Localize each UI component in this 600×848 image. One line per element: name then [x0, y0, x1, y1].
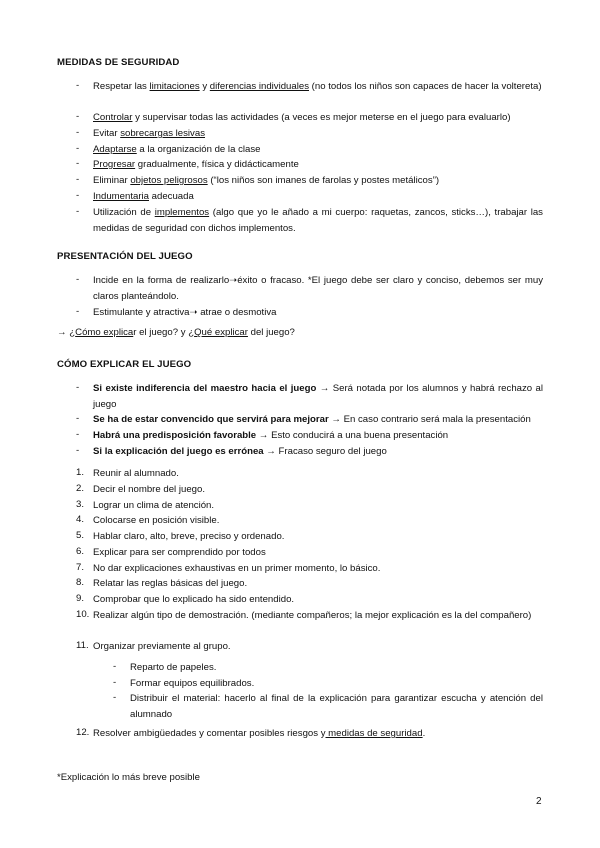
dash: -	[76, 190, 80, 201]
list-item	[93, 444, 543, 460]
bold-text: Se ha de estar convencido que servirá para mejorar	[93, 414, 329, 425]
underlined-text: medidas de seguridad	[325, 728, 423, 739]
section-title-como: CÓMO EXPLICAR EL JUEGO	[57, 359, 192, 370]
footnote: *Explicación lo más breve posible	[57, 772, 200, 783]
page-number: 2	[536, 796, 542, 807]
list-item	[93, 205, 543, 236]
text: Eliminar	[93, 175, 131, 186]
bold-text: Si existe indiferencia del maestro hacia el juego	[93, 383, 317, 394]
step-number: 7.	[76, 562, 85, 573]
dash: -	[76, 274, 80, 285]
step-text: Lograr un clima de atención.	[93, 500, 215, 511]
step-number: 10.	[76, 609, 90, 620]
step-text: Relatar las reglas básicas del juego.	[93, 578, 248, 589]
list-item	[93, 412, 543, 428]
underlined-text: Controlar	[93, 112, 133, 123]
text: (no todos los niños son capaces de hacer la voltereta)	[309, 81, 542, 92]
step-text: Decir el nombre del juego.	[93, 484, 205, 495]
section-title-medidas: MEDIDAS DE SEGURIDAD	[57, 57, 180, 68]
text: a la organización de la clase	[136, 144, 261, 155]
step-text: Explicar para ser comprendido por todos	[93, 547, 266, 558]
dash: -	[76, 80, 80, 91]
underlined-text: implementos	[154, 207, 210, 218]
text: ¿	[188, 327, 195, 338]
step-number: 11.	[76, 640, 89, 651]
step-number: 3.	[76, 499, 85, 510]
text: adecuada	[149, 191, 194, 202]
step-text: Reunir al alumnado.	[93, 468, 179, 479]
text: (“los niños son imanes de farolas y postes metálicos”)	[207, 175, 440, 186]
arrow-icon: →	[57, 327, 70, 338]
step-number: 9.	[76, 593, 85, 604]
list-item	[93, 189, 543, 205]
underlined-text: diferencias individuales	[209, 81, 309, 92]
dash: -	[76, 143, 80, 154]
list-item	[93, 157, 543, 173]
sub-list-item: Distribuir el material: hacerlo al final de la explicación para garantizar escucha y atención del alumnado	[130, 693, 543, 720]
list-item	[93, 173, 543, 189]
step-text: Organizar previamente al grupo.	[93, 641, 231, 652]
list-item	[93, 110, 543, 126]
underlined-text: limitaciones	[149, 81, 200, 92]
bold-text: Si la explicación del juego es errónea	[93, 446, 264, 457]
underlined-text: Cómo explica	[75, 327, 134, 338]
step-text: No dar explicaciones exhaustivas en un primer momento, lo básico.	[93, 563, 381, 574]
text: → Será notada por los alumnos y habrá rechazo al juego	[93, 383, 543, 410]
text: Evitar	[93, 128, 121, 139]
underlined-text: objetos peligrosos	[130, 175, 208, 186]
section-title-presentacion: PRESENTACIÓN DEL JUEGO	[57, 251, 193, 262]
underlined-text: Progresar	[93, 159, 136, 170]
text: → En caso contrario será mala la presentación	[328, 414, 531, 425]
list-item	[93, 79, 543, 95]
step-text: Hablar claro, alto, breve, preciso y ordenado.	[93, 531, 285, 542]
text: (algo que yo le añado a mi cuerpo: raquetas, zancos, sticks…), trabajar las medidas de seguridad con dichos implementos.	[93, 207, 543, 234]
text: y supervisar todas las actividades (a veces es mejor meterse en el juego para evaluarlo)	[132, 112, 511, 123]
bold-text: Habrá una predisposición favorable	[93, 430, 257, 441]
underlined-text: sobrecargas lesivas	[120, 128, 205, 139]
text: → Esto conducirá a una buena presentación	[256, 430, 449, 441]
dash: -	[113, 677, 117, 688]
sub-list-item: Reparto de papeles.	[130, 662, 217, 673]
text: → Fracaso seguro del juego	[263, 446, 387, 457]
question-line	[57, 327, 295, 338]
dash: -	[76, 382, 80, 393]
step-text: Colocarse en posición visible.	[93, 515, 220, 526]
dash: -	[76, 111, 80, 122]
list-item: Incide en la forma de realizarlo➝éxito o fracaso. *El juego debe ser claro y conciso, debemos ser muy claros planteándolo.	[93, 275, 543, 302]
underlined-text: Indumentaria	[93, 191, 149, 202]
step-number: 4.	[76, 514, 85, 525]
text: .	[422, 728, 426, 739]
list-item: Estimulante y atractiva➝ atrae o desmotiva	[93, 307, 277, 318]
dash: -	[76, 206, 80, 217]
dash: -	[113, 692, 117, 703]
underlined-text: Adaptarse	[93, 144, 137, 155]
text: r el juego? y	[133, 327, 189, 338]
dash: -	[113, 661, 117, 672]
sub-list-item: Formar equipos equilibrados.	[130, 678, 255, 689]
dash: -	[76, 127, 80, 138]
text: gradualmente, física y didácticamente	[135, 159, 299, 170]
list-item	[93, 142, 543, 158]
underlined-text: Qué explicar	[194, 327, 248, 338]
list-item	[93, 381, 543, 412]
step-text: Realizar algún tipo de demostración. (mediante compañeros; la mejor explicación es la del compañero)	[93, 610, 532, 621]
dash: -	[76, 429, 80, 440]
text: Respetar las	[93, 81, 150, 92]
step-number: 2.	[76, 483, 85, 494]
step-number: 5.	[76, 530, 85, 541]
step-number: 6.	[76, 546, 85, 557]
step-number: 8.	[76, 577, 85, 588]
dash: -	[76, 158, 80, 169]
step-text: Comprobar que lo explicado ha sido entendido.	[93, 594, 295, 605]
step-text	[93, 726, 543, 742]
list-item	[93, 126, 543, 142]
text: ¿	[69, 327, 76, 338]
text: Resolver ambigüedades y comentar posibles riesgos y	[93, 728, 326, 739]
dash: -	[76, 445, 80, 456]
text: y	[199, 81, 210, 92]
list-item	[93, 428, 543, 444]
text: Utilización de	[93, 207, 155, 218]
step-number: 12.	[76, 727, 90, 738]
dash: -	[76, 306, 80, 317]
dash: -	[76, 413, 80, 424]
dash: -	[76, 174, 80, 185]
step-number: 1.	[76, 467, 85, 478]
text: del juego?	[247, 327, 295, 338]
